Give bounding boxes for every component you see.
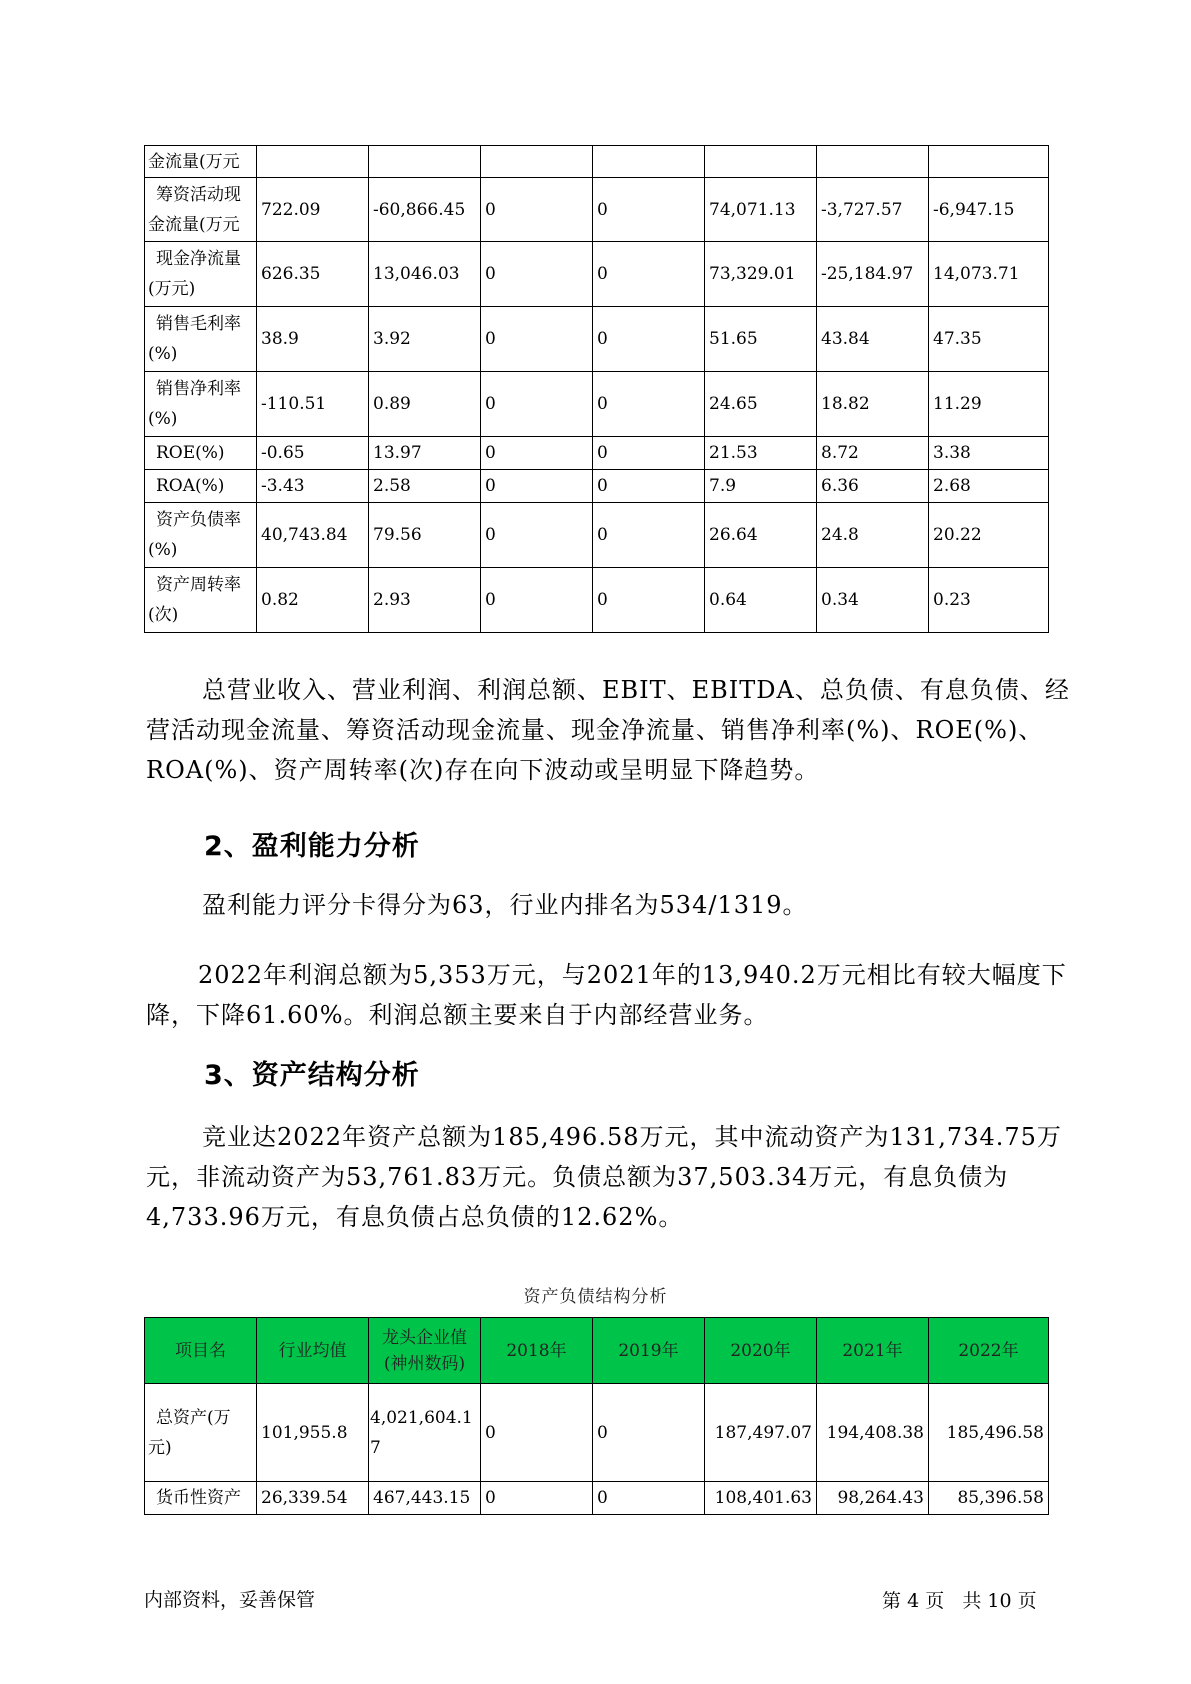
table-cell: 626.35 [257,242,369,307]
page-num: 4 [907,1590,920,1612]
table-cell: 98,264.43 [817,1482,929,1515]
row-label: 资产周转率 (次) [145,568,257,633]
table-cell: 4,021,604.1 7 [369,1384,481,1482]
table-cell: 0 [593,372,705,437]
table-cell: 0 [481,178,593,242]
table-cell: 0 [481,307,593,372]
table-row [145,146,1049,178]
row-label: 货币性资产 [145,1482,257,1515]
table-cell: -60,866.45 [369,178,481,242]
table-cell: 38.9 [257,307,369,372]
table-row [145,470,1049,503]
column-header: 行业均值 [257,1318,369,1384]
column-header: 2022年 [929,1318,1049,1384]
row-label: 销售毛利率 (%) [145,307,257,372]
table-cell: 0 [593,242,705,307]
table-cell: 51.65 [705,307,817,372]
financial-indicator-table [144,145,1049,633]
table-cell: 24.65 [705,372,817,437]
table-cell: 0.89 [369,372,481,437]
column-header: 2021年 [817,1318,929,1384]
table-cell: 26.64 [705,503,817,568]
table-cell: 74,071.13 [705,178,817,242]
table-cell [257,146,369,178]
table-cell: -110.51 [257,372,369,437]
asset-liability-structure-table [144,1317,1049,1515]
table-cell: 0.23 [929,568,1049,633]
page-unit: 页 [925,1590,945,1612]
table-cell: 40,743.84 [257,503,369,568]
table-cell: -0.65 [257,437,369,470]
table-cell: 0 [481,470,593,503]
table-row [145,242,1049,307]
row-label: ROE(%) [145,437,257,470]
table-cell [593,146,705,178]
column-header: 龙头企业值 (神州数码) [369,1318,481,1384]
page-prefix: 第 [882,1590,902,1612]
total-num: 10 [987,1590,1012,1612]
section-heading-asset-structure: 3、资产结构分析 [204,1060,420,1091]
table-cell: 0.64 [705,568,817,633]
table-cell: 0.82 [257,568,369,633]
table-cell: 85,396.58 [929,1482,1049,1515]
table-cell [929,146,1049,178]
table-cell [705,146,817,178]
table-row [145,372,1049,437]
table-cell: 0 [593,503,705,568]
table-row [145,178,1049,242]
table-cell: 7.9 [705,470,817,503]
table-cell: 0 [481,503,593,568]
column-header: 2019年 [593,1318,705,1384]
table-cell: 185,496.58 [929,1384,1049,1482]
table-cell: 0 [593,1384,705,1482]
table-cell: 0 [481,1482,593,1515]
table-cell: 108,401.63 [705,1482,817,1515]
table-cell: 0 [593,437,705,470]
table-cell: 14,073.71 [929,242,1049,307]
table-cell: 101,955.8 [257,1384,369,1482]
table-cell: 0 [481,242,593,307]
profitability-score-paragraph: 盈利能力评分卡得分为63，行业内排名为534/1319。 [202,891,808,919]
table-cell: 0 [593,178,705,242]
table-cell: 0 [593,307,705,372]
table-row [145,503,1049,568]
row-label: 资产负债率 (%) [145,503,257,568]
table-cell: 20.22 [929,503,1049,568]
table-cell: 722.09 [257,178,369,242]
table-cell: 2.58 [369,470,481,503]
column-header: 2018年 [481,1318,593,1384]
total-unit: 页 [1017,1590,1037,1612]
table-cell: 13.97 [369,437,481,470]
table-cell: 47.35 [929,307,1049,372]
table-caption: 资产负债结构分析 [523,1287,668,1307]
table-cell: 187,497.07 [705,1384,817,1482]
table-cell: 21.53 [705,437,817,470]
table-cell: 3.38 [929,437,1049,470]
table-cell: 43.84 [817,307,929,372]
table-cell: 79.56 [369,503,481,568]
table-row [145,307,1049,372]
table-cell: 24.8 [817,503,929,568]
table-cell: 467,443.15 [369,1482,481,1515]
table-cell: -3.43 [257,470,369,503]
row-label: 销售净利率 (%) [145,372,257,437]
table-cell [369,146,481,178]
table-cell: 26,339.54 [257,1482,369,1515]
total-prefix: 共 [962,1590,982,1612]
profit-total-paragraph: 2022年利润总额为5,353万元，与2021年的13,940.2万元相比有较大幅度下降，下降61.60%。利润总额主要来自于内部经营业务。 [146,961,1067,1029]
table-cell: 0 [481,1384,593,1482]
table-cell: 0.34 [817,568,929,633]
table-cell: -25,184.97 [817,242,929,307]
table-cell: 18.82 [817,372,929,437]
table-cell: 0 [481,372,593,437]
table-cell: 0 [593,1482,705,1515]
trend-summary-paragraph: 总营业收入、营业利润、利润总额、EBIT、EBITDA、总负债、有息负债、经营活动现金流量、筹资活动现金流量、现金净流量、销售净利率(%)、ROE(%)、ROA(%)、资产周转率(次)存在向下波动或呈明显下降趋势。 [146,676,1070,784]
table-cell: 0 [593,568,705,633]
table-cell: 2.68 [929,470,1049,503]
table-cell: -3,727.57 [817,178,929,242]
column-header: 项目名 [145,1318,257,1384]
table-cell: 0 [481,437,593,470]
table-header-row [145,1318,1049,1384]
page-number [882,1586,1037,1613]
column-header: 2020年 [705,1318,817,1384]
table-cell: 8.72 [817,437,929,470]
table-cell: 11.29 [929,372,1049,437]
row-label: ROA(%) [145,470,257,503]
table-cell: 13,046.03 [369,242,481,307]
table-row [145,437,1049,470]
row-label: 金流量(万元 [145,146,257,178]
table-cell: 194,408.38 [817,1384,929,1482]
table-cell: -6,947.15 [929,178,1049,242]
table-cell [817,146,929,178]
table-cell: 0 [481,568,593,633]
table-row [145,1482,1049,1515]
table-cell: 2.93 [369,568,481,633]
table-row [145,568,1049,633]
table-cell: 0 [593,470,705,503]
table-cell: 73,329.01 [705,242,817,307]
table-cell: 3.92 [369,307,481,372]
table-cell [481,146,593,178]
asset-structure-paragraph: 竞业达2022年资产总额为185,496.58万元，其中流动资产为131,734.75万元，非流动资产为53,761.83万元。负债总额为37,503.34万元，有息负债为4,733.96万元，有息负债占总负债的12.62%。 [146,1123,1062,1231]
confidentiality-note: 内部资料，妥善保管 [144,1589,316,1611]
section-heading-profitability: 2、盈利能力分析 [204,831,420,862]
row-label: 总资产(万 元) [145,1384,257,1482]
table-row [145,1384,1049,1482]
row-label: 现金净流量 (万元) [145,242,257,307]
table-cell: 6.36 [817,470,929,503]
row-label: 筹资活动现 金流量(万元 [145,178,257,242]
